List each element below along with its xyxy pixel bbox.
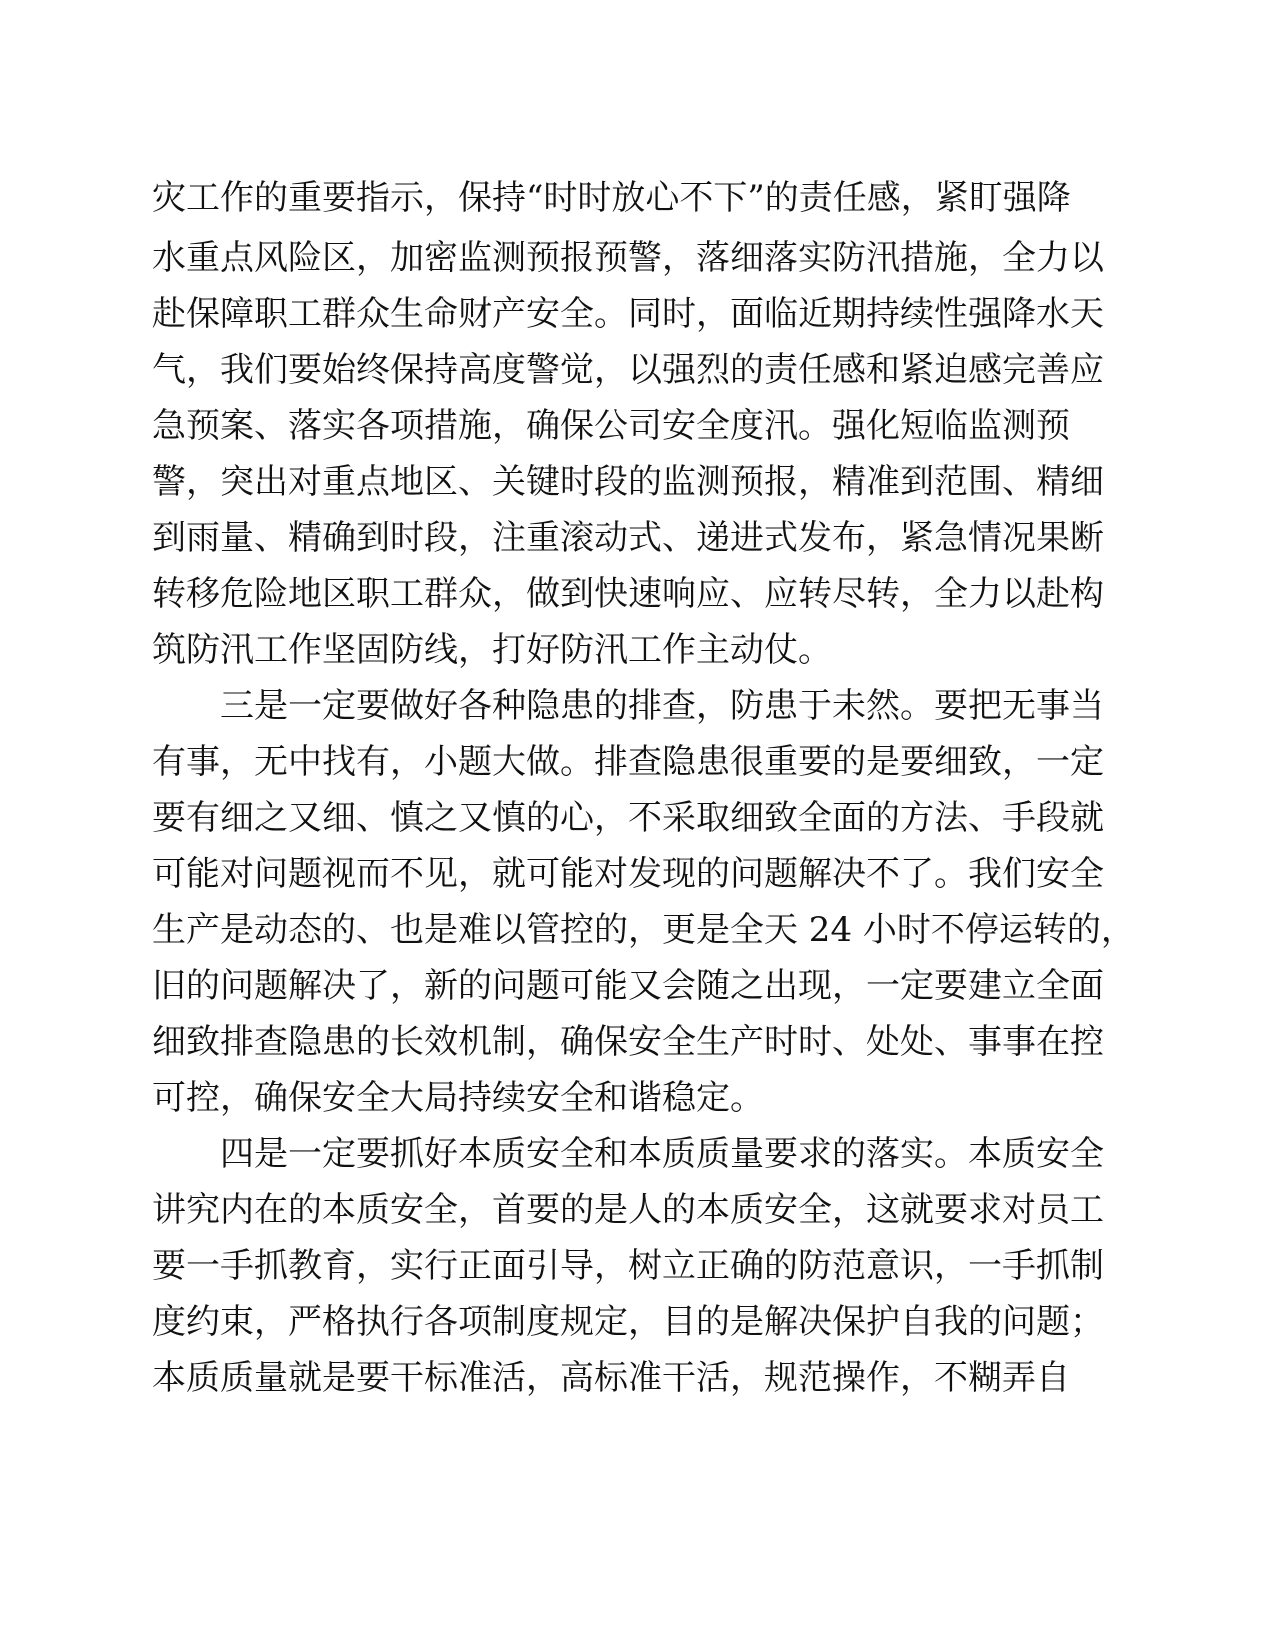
text-line: 要有细之又细、慎之又慎的心，不采取细致全面的方法、手段就 [152, 798, 1104, 838]
text-line: 要一手抓教育，实行正面引导，树立正确的防范意识，一手抓制 [152, 1246, 1104, 1286]
text-line: 灾工作的重要指示，保持“时时放心不下”的责任感，紧盯强降 [152, 178, 1071, 218]
text-line: 细致排查隐患的长效机制，确保安全生产时时、处处、事事在控 [152, 1022, 1104, 1062]
text-line: 讲究内在的本质安全，首要的是人的本质安全，这就要求对员工 [152, 1190, 1104, 1230]
text-line: 警，突出对重点地区、关键时段的监测预报，精准到范围、精细 [152, 462, 1104, 502]
text-line: 可能对问题视而不见，就可能对发现的问题解决不了。我们安全 [152, 854, 1104, 894]
paragraph-start-line: 四是一定要抓好本质安全和本质质量要求的落实。本质安全 [220, 1134, 1104, 1174]
text-line: 转移危险地区职工群众，做到快速响应、应转尽转，全力以赴构 [152, 574, 1104, 614]
text-line: 度约束，严格执行各项制度规定，目的是解决保护自我的问题； [152, 1302, 1104, 1342]
paragraph-start-line: 三是一定要做好各种隐患的排查，防患于未然。要把无事当 [220, 686, 1104, 726]
text-line: 急预案、落实各项措施，确保公司安全度汛。强化短临监测预 [152, 406, 1070, 446]
text-line: 有事，无中找有，小题大做。排查隐患很重要的是要细致，一定 [152, 742, 1104, 782]
text-line: 生产是动态的、也是难以管控的，更是全天 24 小时不停运转的， [152, 910, 1135, 950]
text-line: 气，我们要始终保持高度警觉，以强烈的责任感和紧迫感完善应 [152, 350, 1104, 390]
text-line: 水重点风险区，加密监测预报预警，落细落实防汛措施，全力以 [152, 238, 1104, 278]
text-line: 筑防汛工作坚固防线，打好防汛工作主动仗。 [152, 630, 832, 670]
text-line: 到雨量、精确到时段，注重滚动式、递进式发布，紧急情况果断 [152, 518, 1104, 558]
text-line: 可控，确保安全大局持续安全和谐稳定。 [152, 1078, 764, 1118]
text-line: 本质质量就是要干标准活，高标准干活，规范操作，不糊弄自 [152, 1358, 1070, 1398]
text-line: 旧的问题解决了，新的问题可能又会随之出现，一定要建立全面 [152, 966, 1104, 1006]
text-line: 赴保障职工群众生命财产安全。同时，面临近期持续性强降水天 [152, 294, 1104, 334]
